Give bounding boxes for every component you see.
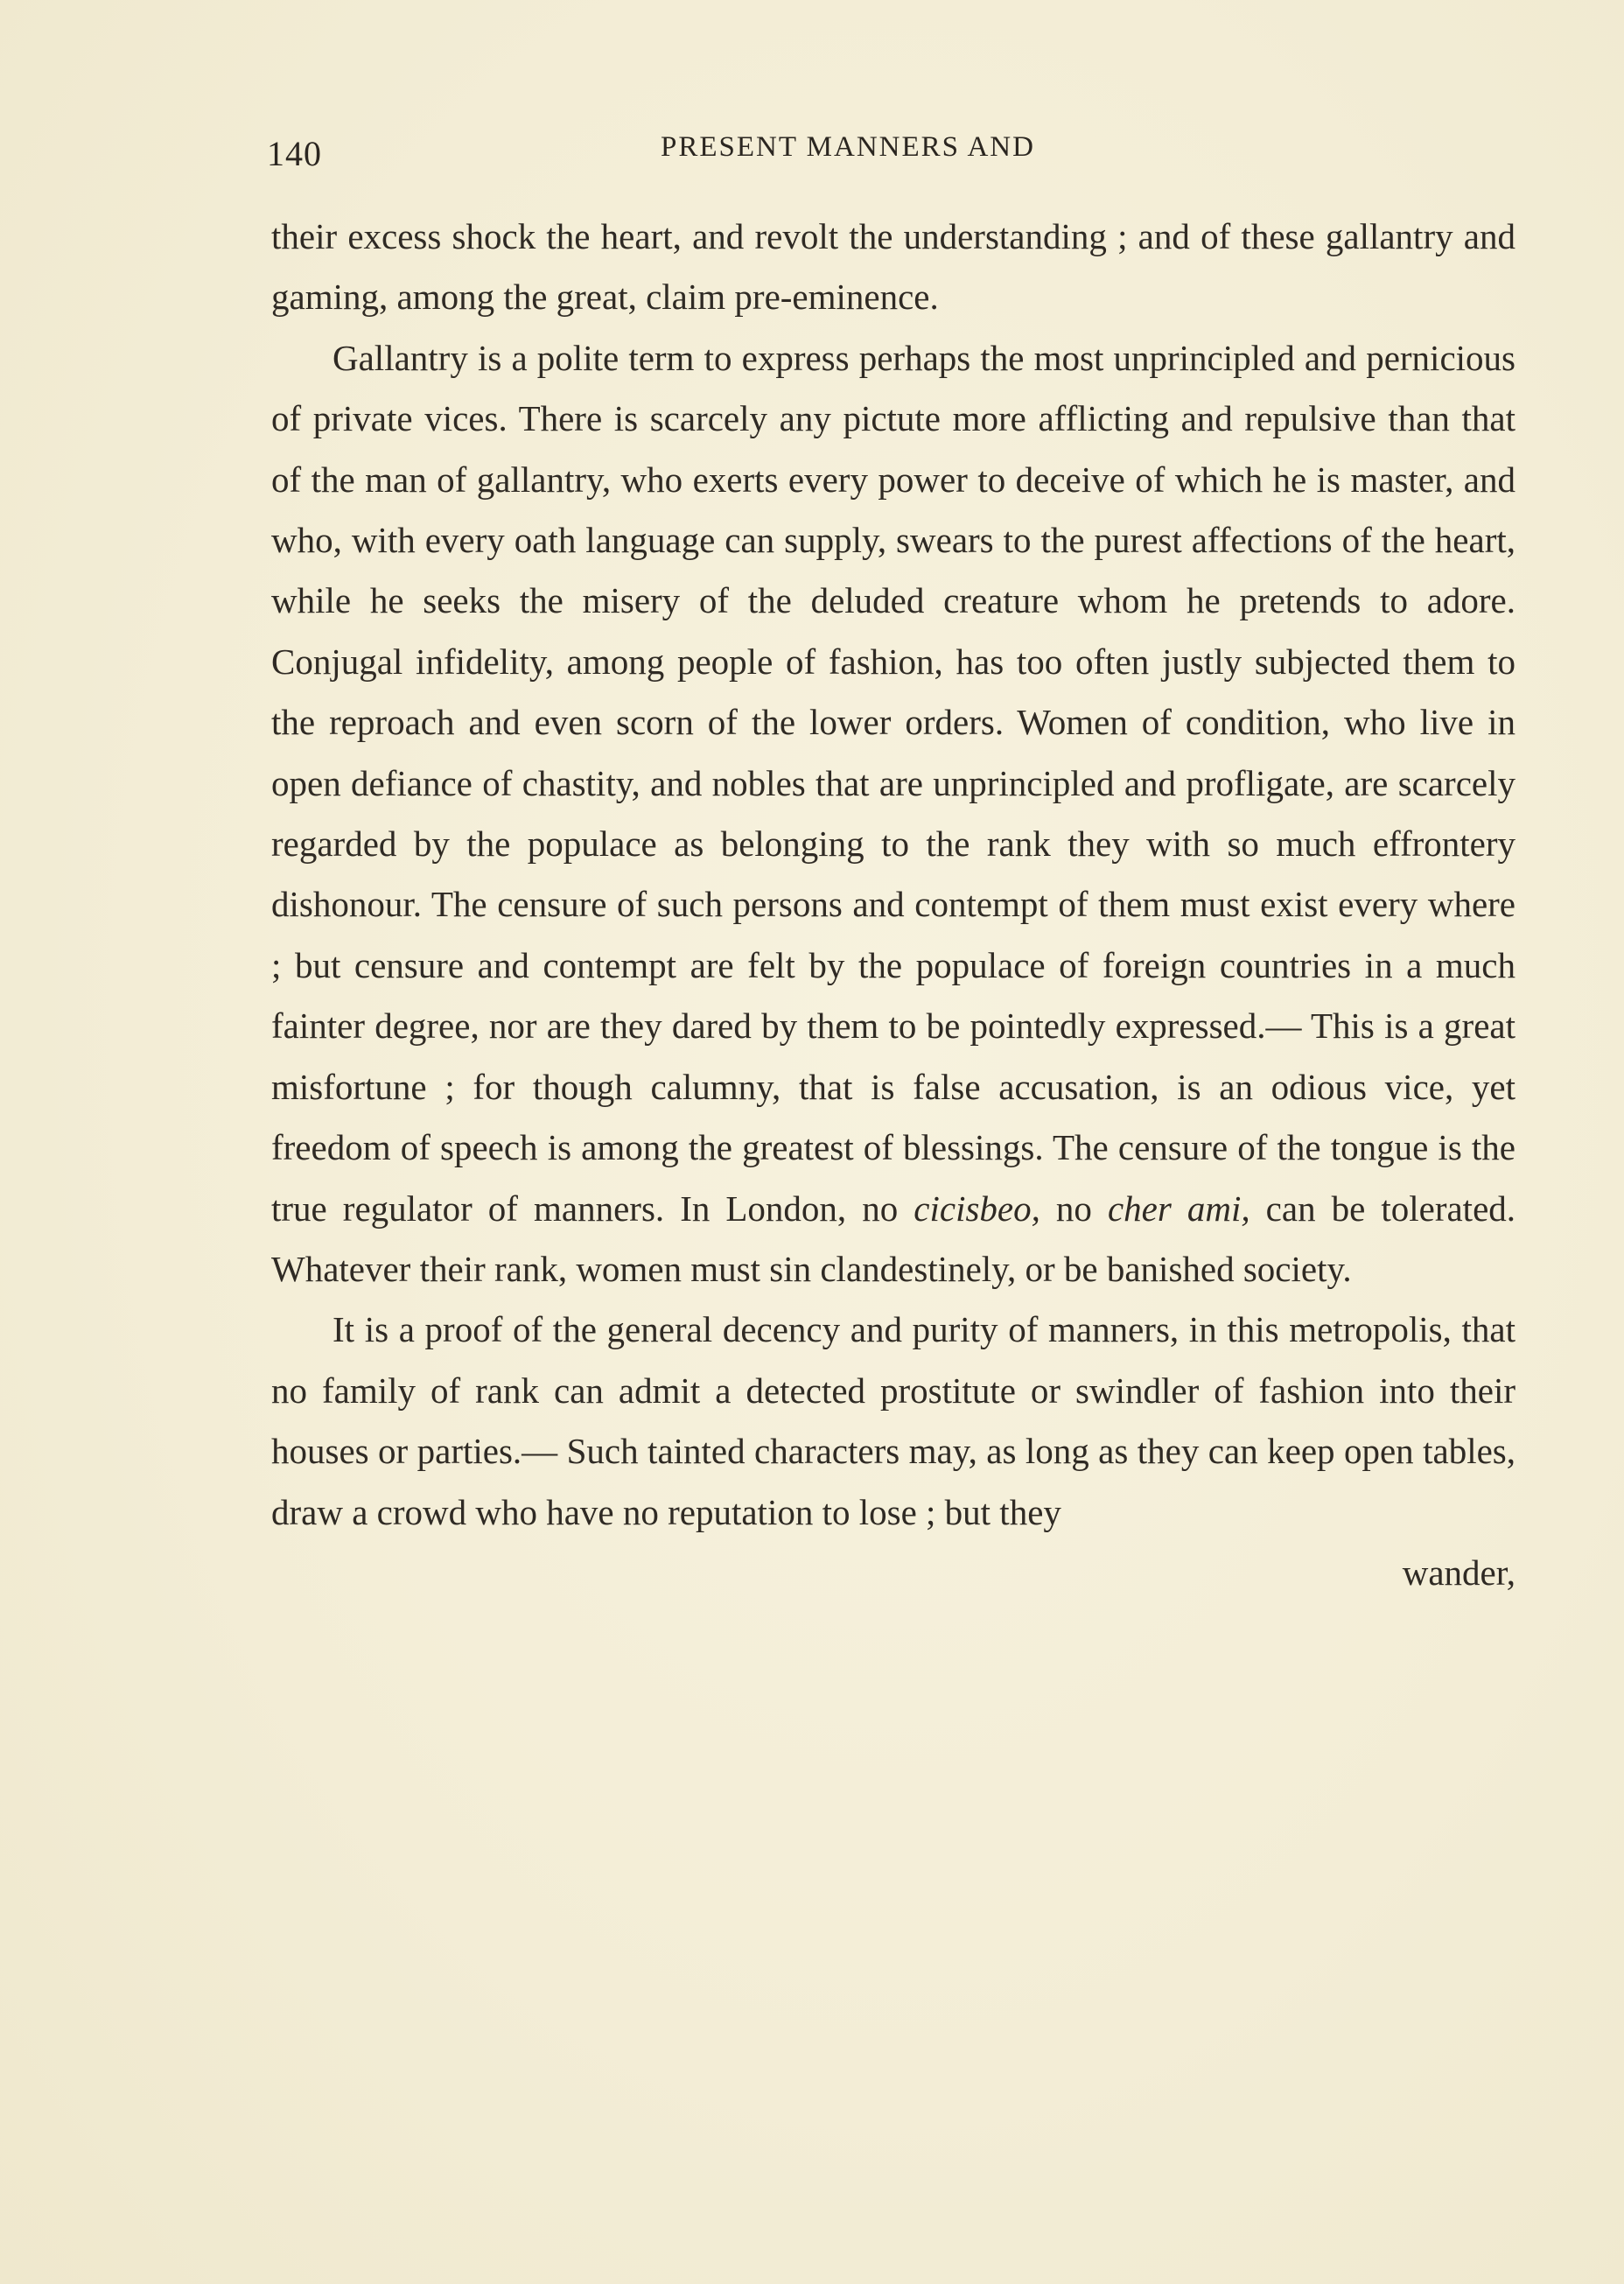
paragraph-2-end: can be tolerated. Whatever their rank, women must sin clandestinely, or be banished society. bbox=[271, 1188, 1516, 1289]
paragraph-2-mid: no bbox=[1040, 1188, 1108, 1229]
paragraph-2-text: Gallantry is a polite term to express perhaps the most unprincipled and pernicious of private vices. There is scarcely any pictute more afflicting and repulsive than that of the man of gallantry, who exerts every power to deceive of which he is master, and who, with every oath language can supply, swears to the purest affections of the heart, while he seeks the misery of the deluded creature whom he pretends to adore. Conjugal infidelity, among people of fashion, has too often justly subjected them to the reproach and even scorn of the lower orders. Women of condition, who live in open defiance of chastity, and nobles that are unprincipled and profligate, are scarcely regarded by the populace as belonging to the rank they with so much effrontery dishonour. The censure of such persons and contempt of them must exist every where ; but censure and contempt are felt by the populace of foreign countries in a much fainter degree, nor are they dared by them to be pointedly expressed.— This is a great misfortune ; for though calumny, that is false accusation, is an odious vice, yet freedom of speech is among the greatest of blessings. The censure of the tongue is the true regulator of manners. In London, no bbox=[271, 337, 1516, 1229]
catchword: wander, bbox=[1402, 1552, 1516, 1593]
page-number: 140 bbox=[267, 134, 322, 173]
running-head: PRESENT MANNERS AND bbox=[661, 131, 1035, 163]
body-text bbox=[271, 207, 1516, 1603]
paragraph-2 bbox=[271, 328, 1516, 1300]
paragraph-3: It is a proof of the general decency and purity of manners, in this metropolis, that no family of rank can admit a detected prostitute or swindler of fashion into their houses or parties.— Such tainted characters may, as long as they can keep open tables, draw a crowd who have no reputation to lose ; but they bbox=[271, 1309, 1516, 1532]
italic-cicisbeo: cicisbeo, bbox=[914, 1188, 1040, 1229]
paragraph-1: their excess shock the heart, and revolt the understanding ; and of these gallantry and gaming, among the great, claim pre-eminence. bbox=[271, 216, 1516, 318]
italic-cher-ami: cher ami, bbox=[1107, 1188, 1250, 1229]
page-header bbox=[267, 128, 1518, 172]
